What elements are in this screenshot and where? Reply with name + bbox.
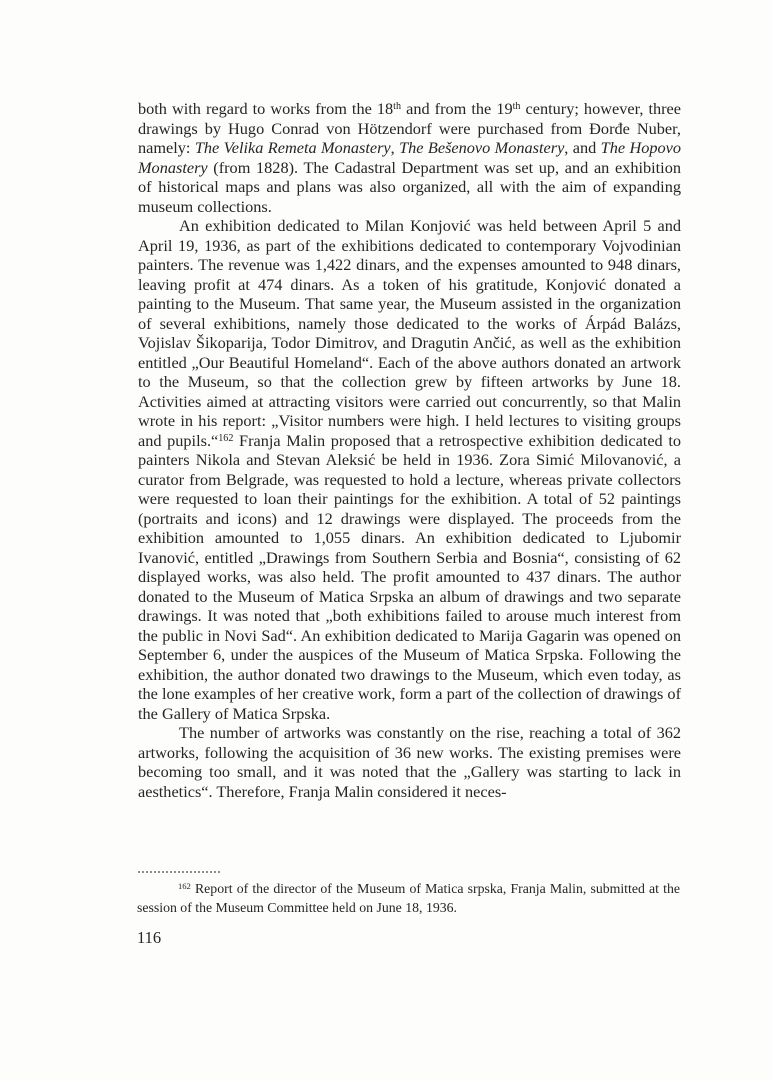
footnote-divider — [138, 871, 220, 873]
body-paragraph — [138, 99, 681, 216]
body-paragraph — [138, 216, 681, 723]
superscript-reference: th — [393, 101, 402, 113]
text-run: , and — [564, 138, 601, 157]
text-run: The number of artworks was constantly on the rise, reaching a total of 362 artworks, following the acquisition of 36 new works. The existing premises were becoming too small, and it was noted that the „Gallery was starting to lack in aesthetics“. Therefore, Franja Malin considered it neces- — [138, 723, 681, 801]
footnote-text — [137, 880, 680, 917]
text-run: Report of the director of the Museum of Matica srpska, Franja Malin, submitted at the session of the Museum Committee held on June 18, 1936. — [137, 881, 680, 915]
footnote-area — [137, 871, 680, 917]
text-run: century; however, three drawings by Hugo Conrad von Hötzendorf were purchased from Đorđe Nuber, namely: — [138, 99, 682, 157]
text-run: both with regard to works from the 18 — [138, 99, 394, 118]
text-run: An exhibition dedicated to Milan Konjović was held between April 5 and April 19, 1936, as part of the exhibitions dedicated to contemporary Vojvodinian painters. The revenue was 1,422 dinars, and the expenses amounted to 948 dinars, leaving profit at 474 dinars. As a token of his gratitude, Konjović donated a painting to the Museum. That same year, the Museum assisted in the organization of several exhibitions, namely those dedicated to the works of Árpád Balázs, Vojislav Šikoparija, Todor Dimitrov, and Dragutin Ančić, as well as the exhibition entitled „Our Beautiful Homeland“. Each of the above authors donated an artwork to the Museum, so that the collection grew by fifteen artworks by June 18. Activities aimed at attracting visitors were carried out concurrently, so that Malin wrote in his report: „Visitor numbers were high. I held lectures to visiting groups and pupils.“ — [138, 216, 681, 450]
footnote-marker: 162 — [178, 881, 191, 892]
page-number: 116 — [137, 928, 162, 947]
text-run: , — [390, 138, 400, 157]
text-run: Franja Malin proposed that a retrospective exhibition dedicated to painters Nikola and Stevan Aleksić be held in 1936. Zora Simić Milovanović, a curator from Belgrade, was requested to hold a lecture, whereas private collectors were requested to loan their paintings for the exhibition. A total of 52 paintings (portraits and icons) and 12 drawings were displayed. The proceeds from the exhibition amounted to 1,055 dinars. An exhibition dedicated to Ljubomir Ivanović, entitled „Drawings from Southern Serbia and Bosnia“, consisting of 62 displayed works, was also held. The profit amounted to 437 dinars. The author donated to the Museum of Matica Srpska an album of drawings and two separate drawings. It was noted that „both exhibitions failed to arouse much interest from the public in Novi Sad“. An exhibition dedicated to Marija Gagarin was opened on September 6, under the auspices of the Museum of Matica Srpska. Following the exhibition, the author donated two drawings to the Museum, which even today, as the lone examples of her creative work, form a part of the collection of drawings of the Gallery of Matica Srpska. — [138, 430, 681, 723]
text-run: (from 1828). The Cadastral Department was set up, and an exhibition of historical maps and plans was also organized, all with the aim of expanding museum collections. — [138, 157, 681, 216]
italic-title: The Hopovo Monastery — [138, 138, 681, 177]
body-text — [138, 99, 681, 801]
body-paragraph — [138, 723, 681, 801]
italic-title: The Velika Remeta Monastery — [194, 138, 391, 157]
superscript-reference: 162 — [218, 432, 234, 444]
superscript-reference: th — [512, 101, 521, 113]
text-run: and from the 19 — [401, 99, 513, 118]
italic-title: The Bešenovo Monastery — [399, 138, 565, 157]
